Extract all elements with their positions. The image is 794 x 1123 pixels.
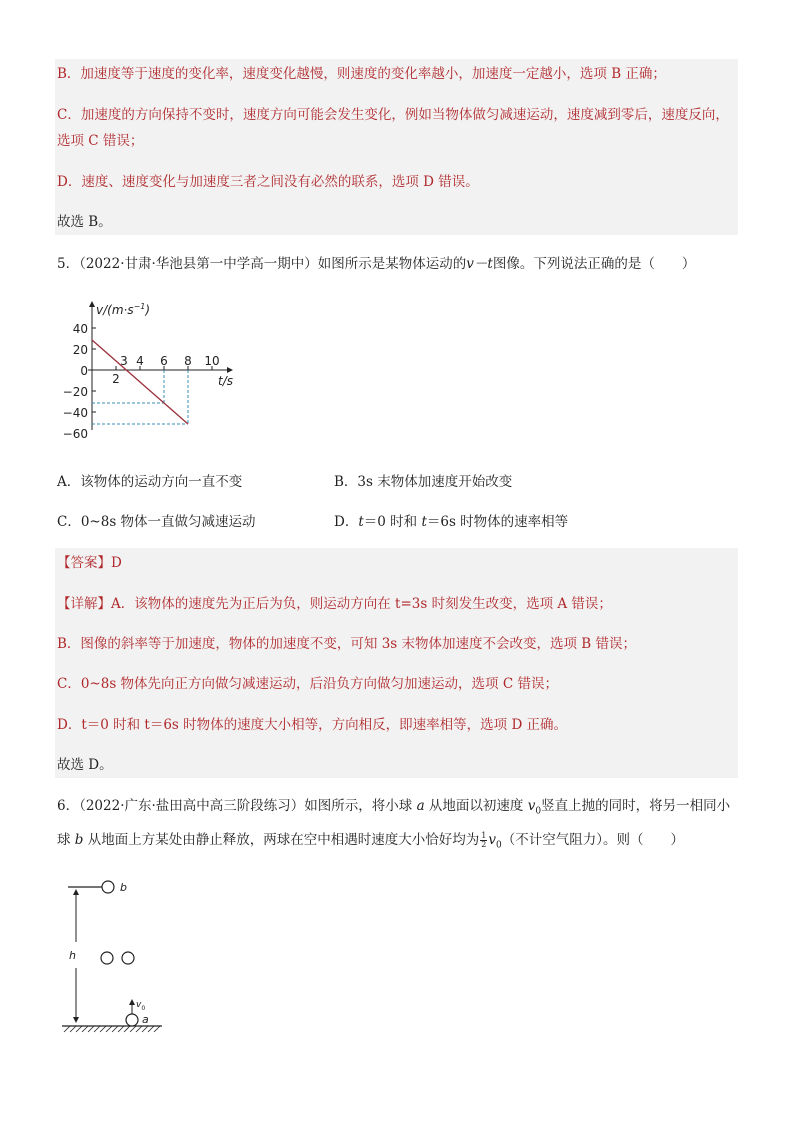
q5-answer: 【答案】D: [57, 555, 122, 571]
q5-vt-graph: [52, 296, 252, 446]
q6-label-v0: $v_0$: [136, 1000, 146, 1012]
q5-explain-c: C．0~8s 物体先向正方向做匀减速运动，后沿负方向做匀加速运动，选项 C 错误；: [57, 676, 558, 692]
q6-label-b: b: [120, 881, 127, 894]
q5-y-tick: 0: [80, 364, 88, 378]
q4-explanation-block: [55, 59, 738, 235]
q5-option-d: D．t＝0 时和 t＝6s 时物体的速率相等: [334, 514, 569, 530]
q5-explain-b: B．图像的斜率等于加速度，物体的加速度不变，可知 3s 末物体加速度不会改变，选项 B 错误；: [57, 636, 637, 652]
q5-y-tick: 40: [72, 322, 88, 336]
q5-x-tick: 8: [184, 354, 192, 368]
q5-explain-d: D．t＝0 时和 t＝6s 时物体的速度大小相等，方向相反，即速率相等，选项 D 正确。: [57, 717, 568, 733]
q5-answer-block: [55, 548, 738, 778]
q6-label-h: h: [69, 949, 76, 962]
q4-option-c-explain-1: C．加速度的方向保持不变时，速度方向可能会发生变化，例如当物体做匀减速运动，速度减到零后，速度反向，: [57, 107, 729, 123]
q5-x-tick: 6: [160, 354, 168, 368]
q6-ground-hatch: [64, 1026, 160, 1032]
q5-explain-a: 【详解】A．该物体的速度先为正后为负，则运动方向在 t=3s 时刻发生改变，选项 A 错误；: [57, 596, 612, 612]
q5-x-tick: 3: [120, 354, 128, 368]
q5-y-tick: −20: [62, 385, 88, 399]
fraction-one-half: $\frac{1}{2}$: [481, 831, 487, 849]
q4-conclusion: 故选 B。: [57, 214, 112, 230]
q5-x-axis-label: t/s: [218, 374, 233, 388]
q6-meeting-ball-2: [122, 952, 134, 964]
q5-option-b: B．3s 末物体加速度开始改变: [334, 474, 513, 490]
q5-conclusion: 故选 D。: [57, 757, 113, 773]
q5-y-axis-label: $v/(m\cdot s^{-1})$: [96, 302, 151, 317]
q5-option-c: C．0~8s 物体一直做匀减速运动: [57, 514, 256, 530]
q4-option-d-explain: D．速度、速度变化与加速度三者之间没有必然的联系，选项 D 错误。: [57, 174, 479, 190]
q5-velocity-line: [92, 340, 188, 424]
q5-y-tick: 20: [72, 343, 88, 357]
q5-x-tick: 10: [204, 354, 220, 368]
q6-label-a: a: [142, 1013, 149, 1026]
q6-stem-line-1: 6．（2022·广东·盐田高中高三阶段练习）如图所示，将小球 a 从地面以初速度 $v_0$竖直上抛的同时，将另一相同小: [57, 798, 731, 817]
q5-stem: 5．（2022·甘肃·华池县第一中学高一期中）如图所示是某物体运动的v－t图像。下列说法正确的是（ ）: [57, 256, 696, 272]
q6-meeting-ball-1: [101, 952, 113, 964]
q5-option-a: A．该物体的运动方向一直不变: [57, 474, 243, 490]
q5-x-tick: 2: [112, 372, 120, 386]
q6-ball-a: [126, 1014, 138, 1026]
q5-x-tick: 4: [136, 354, 144, 368]
q5-y-tick: −40: [62, 406, 88, 420]
q4-option-b-explain: B．加速度等于速度的变化率，速度变化越慢，则速度的变化率越小，加速度一定越小，选项 B 正确；: [57, 66, 666, 82]
q6-figure: [58, 876, 178, 1036]
q5-y-tick: −60: [62, 427, 88, 441]
q6-ball-b: [102, 881, 114, 893]
q6-stem-line-2: 球 b 从地面上方某处由静止释放，两球在空中相遇时速度大小恰好均为 $\frac{1}{2}$ $v_0$（不计空气阻力）。则（ ）: [57, 831, 684, 851]
q4-option-c-explain-2: 选项 C 错误；: [57, 133, 144, 149]
